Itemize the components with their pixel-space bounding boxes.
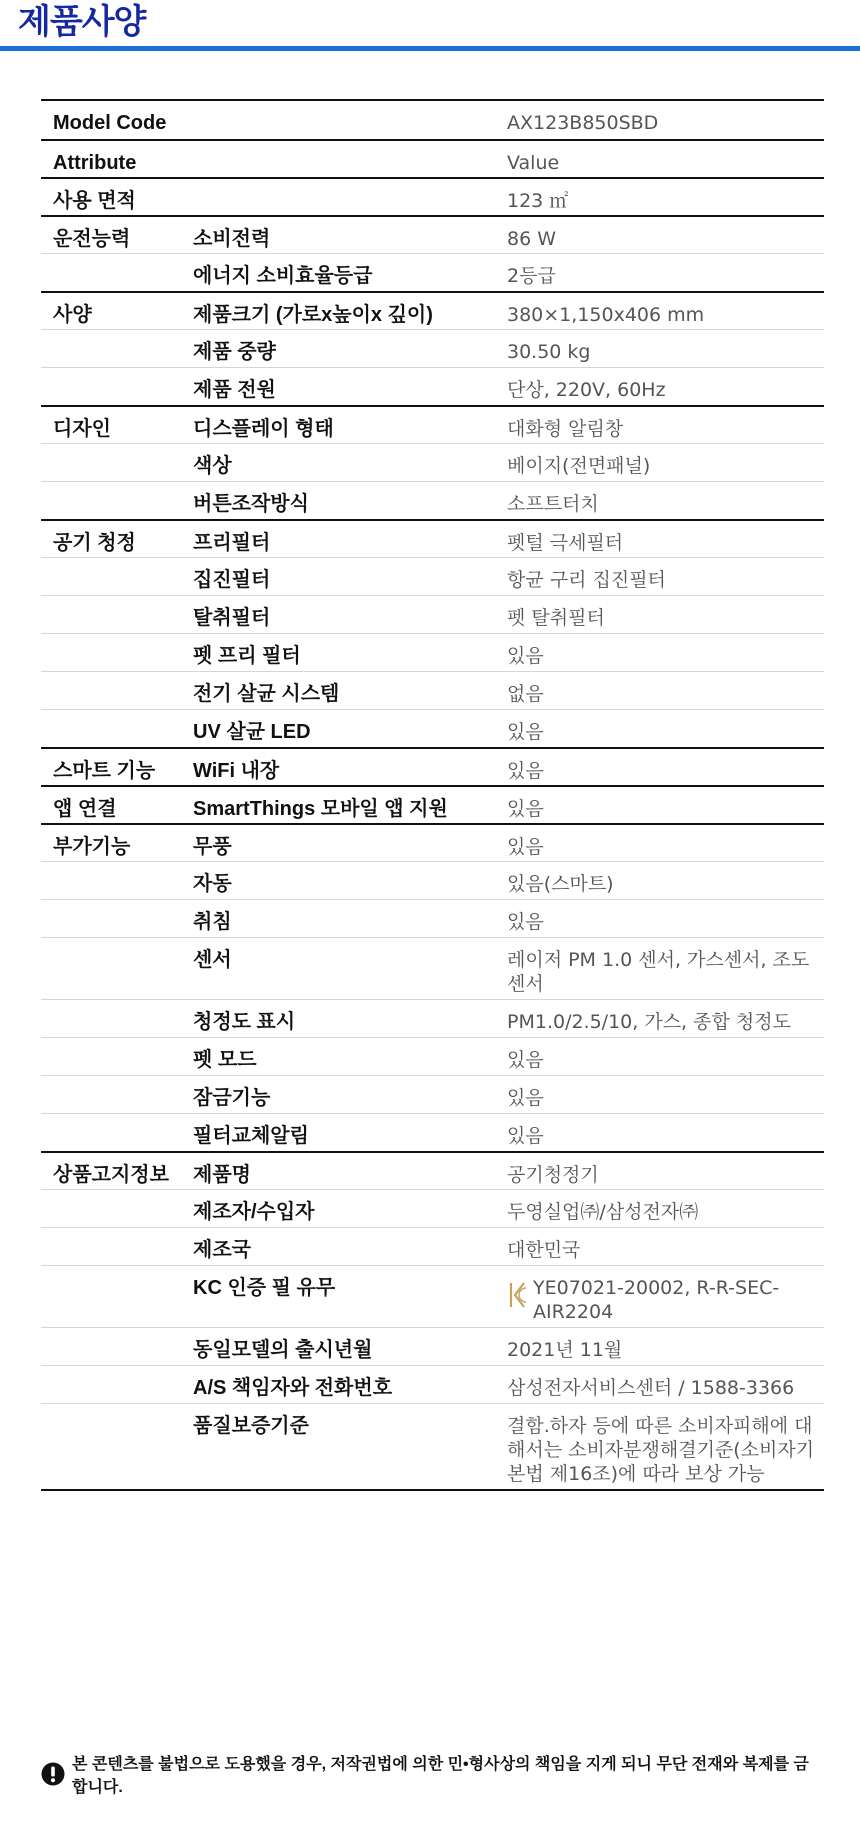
spec-row (41, 1151, 824, 1189)
kc-certification-icon (507, 1280, 529, 1310)
spec-value: 두영실업㈜/삼성전자㈜ (507, 1201, 699, 1223)
spec-row (41, 291, 824, 329)
spec-attribute: 자동 (193, 873, 232, 895)
spec-attribute: 제품 중량 (193, 341, 276, 363)
spec-row (41, 1403, 824, 1489)
spec-row (41, 595, 824, 633)
spec-attribute: 청정도 표시 (193, 1011, 296, 1033)
spec-row (41, 823, 824, 861)
spec-attribute: 동일모델의 출시년월 (193, 1339, 373, 1361)
notice-text: 본 콘텐츠를 불법으로 도용했을 경우, 저작권법에 의한 민•형사상의 책임을 지게 되니 무단 전재와 복제를 금합니다. (72, 1756, 809, 1796)
spec-value: 380×1,150x406 mm (507, 304, 705, 326)
spec-attribute: 소비전력 (193, 228, 271, 250)
spec-row (41, 481, 824, 519)
spec-value: 대한민국 (507, 1239, 581, 1261)
spec-attribute: UV 살균 LED (193, 721, 311, 743)
spec-value: 있음 (507, 1125, 544, 1147)
spec-attribute: 센서 (193, 949, 232, 971)
spec-attribute: 디스플레이 형태 (193, 418, 334, 440)
page-header (0, 0, 860, 52)
spec-category: 디자인 (53, 418, 111, 440)
spec-attribute: 필터교체알림 (193, 1125, 309, 1147)
spec-row (41, 253, 824, 291)
spec-value: 있음 (507, 1049, 544, 1071)
page-title: 제품사양 (18, 2, 146, 42)
spec-attribute: 제조국 (193, 1239, 251, 1261)
spec-row (41, 937, 824, 999)
spec-attribute: 탈취필터 (193, 607, 271, 629)
spec-value: 레이저 PM 1.0 센서, 가스센서, 조도센서 (507, 949, 810, 995)
spec-row (41, 101, 824, 139)
spec-row (41, 999, 824, 1037)
spec-row (41, 177, 824, 215)
spec-value: 있음 (507, 645, 544, 667)
spec-value: 삼성전자서비스센터 / 1588-3366 (507, 1377, 795, 1399)
spec-attribute: 프리필터 (193, 532, 271, 554)
spec-value: 펫털 극세필터 (507, 532, 624, 554)
spec-value: 2021년 11월 (507, 1339, 623, 1361)
spec-attribute: SmartThings 모바일 앱 지원 (193, 798, 448, 820)
spec-attribute: 색상 (193, 455, 232, 477)
spec-row (41, 1113, 824, 1151)
spec-value: 있음 (507, 760, 544, 782)
spec-attribute: 버튼조작방식 (193, 493, 309, 515)
spec-attribute: WiFi 내장 (193, 760, 280, 782)
spec-attribute: 잠금기능 (193, 1087, 271, 1109)
spec-category: 사양 (53, 304, 92, 326)
spec-value: 단상, 220V, 60Hz (507, 379, 666, 401)
spec-attribute: 펫 모드 (193, 1049, 257, 1071)
spec-row (41, 1075, 824, 1113)
spec-value: 있음 (507, 798, 544, 820)
spec-row (41, 1365, 824, 1403)
spec-row (41, 1037, 824, 1075)
spec-value: 있음(스마트) (507, 873, 614, 895)
spec-row (41, 1327, 824, 1365)
spec-row (41, 1189, 824, 1227)
spec-attribute: 제품명 (193, 1164, 251, 1186)
spec-row (41, 1227, 824, 1265)
spec-category: 부가기능 (53, 836, 131, 858)
spec-value: 공기청정기 (507, 1164, 599, 1186)
spec-attribute: 전기 살균 시스템 (193, 683, 340, 705)
spec-value: 결함.하자 등에 따른 소비자피해에 대해서는 소비자분쟁해결기준(소비자기본법 제16조)에 따라 보상 가능 (507, 1415, 815, 1485)
spec-category: 앱 연결 (53, 798, 117, 820)
spec-row (41, 405, 824, 443)
spec-attribute: 제품 전원 (193, 379, 276, 401)
spec-value: 있음 (507, 836, 544, 858)
spec-attribute: KC 인증 필 유무 (193, 1277, 336, 1299)
spec-row (41, 443, 824, 481)
spec-row (41, 139, 824, 177)
spec-row (41, 519, 824, 557)
spec-value: 대화형 알림창 (507, 418, 624, 440)
spec-value: Value (507, 152, 560, 174)
spec-value: 2등급 (507, 265, 556, 287)
spec-attribute: 품질보증기준 (193, 1415, 309, 1437)
spec-attribute: 집진필터 (193, 569, 271, 591)
spec-value: PM1.0/2.5/10, 가스, 종합 청정도 (507, 1011, 791, 1033)
title-underline-bar (0, 46, 860, 51)
spec-value: 항균 구리 집진필터 (507, 569, 666, 591)
spec-value: 펫 탈취필터 (507, 607, 605, 629)
spec-row (41, 861, 824, 899)
spec-value: 있음 (507, 721, 544, 743)
spec-value: 86 W (507, 228, 557, 250)
spec-table (41, 99, 824, 1491)
kc-value-wrap (507, 1276, 824, 1324)
spec-row (41, 899, 824, 937)
spec-row (41, 1265, 824, 1327)
spec-row (41, 785, 824, 823)
spec-value: 30.50 kg (507, 341, 591, 363)
spec-row (41, 215, 824, 253)
spec-attribute: A/S 책임자와 전화번호 (193, 1377, 393, 1399)
spec-label: Attribute (53, 152, 137, 174)
spec-value: 베이지(전면패널) (507, 455, 651, 477)
spec-value: 있음 (507, 911, 544, 933)
spec-attribute: 제조자/수입자 (193, 1201, 315, 1223)
copyright-notice (41, 1756, 824, 1796)
spec-row (41, 633, 824, 671)
spec-row (41, 557, 824, 595)
spec-category: 운전능력 (53, 228, 131, 250)
spec-attribute: 펫 프리 필터 (193, 645, 301, 667)
spec-row (41, 747, 824, 785)
spec-category: 상품고지정보 (53, 1164, 169, 1186)
spec-attribute: 무풍 (193, 836, 232, 858)
spec-value: 없음 (507, 683, 544, 705)
spec-value: 소프트터치 (507, 493, 599, 515)
exclamation-circle-icon (41, 1762, 65, 1786)
spec-label: Model Code (53, 112, 167, 134)
spec-value (507, 1266, 824, 1324)
kc-number-text: YE07021-20002, R-R-SEC-AIR2204 (533, 1277, 780, 1323)
spec-row (41, 367, 824, 405)
spec-row (41, 329, 824, 367)
spec-value: 있음 (507, 1087, 544, 1109)
spec-value: 123 ㎡ (507, 190, 569, 212)
spec-category: 스마트 기능 (53, 760, 156, 782)
spec-category: 공기 청정 (53, 532, 136, 554)
spec-row (41, 709, 824, 747)
spec-label: 사용 면적 (53, 190, 136, 212)
spec-attribute: 에너지 소비효율등급 (193, 265, 373, 287)
spec-attribute: 제품크기 (가로x높이x 깊이) (193, 304, 433, 326)
spec-row (41, 671, 824, 709)
spec-attribute: 취침 (193, 911, 232, 933)
spec-value: AX123B850SBD (507, 112, 659, 134)
